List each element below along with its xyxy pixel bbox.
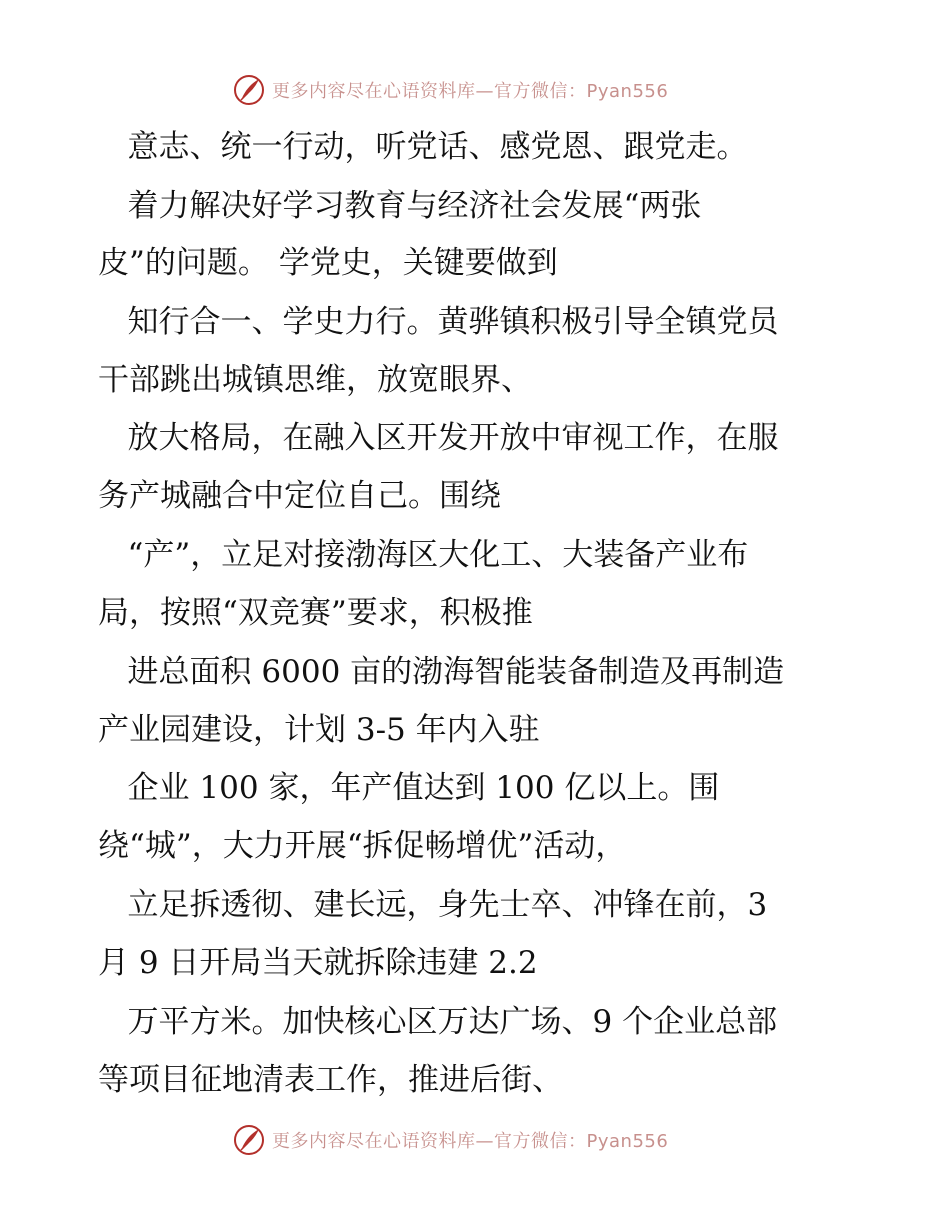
feather-pen-logo-icon [232,73,266,107]
footer-watermark [232,1123,668,1157]
text-line: 局，按照“双竞赛”要求，积极推 [98,595,533,631]
watermark-text: 更多内容尽在心语资料库—官方微信：Pyan556 [272,1131,669,1152]
text-line: 进总面积 6000 亩的渤海智能装备制造及再制造 [98,654,785,690]
text-line: 等项目征地清表工作，推进后街、 [98,1062,563,1098]
text-line: 皮”的问题。 学党史，关键要做到 [98,245,558,281]
header-watermark [232,73,668,107]
text-line: 着力解决好学习教育与经济社会发展“两张 [98,188,702,224]
text-line: 干部跳出城镇思维，放宽眼界、 [98,362,532,398]
feather-pen-logo-icon [232,1123,266,1157]
text-line: 知行合一、学史力行。黄骅镇积极引导全镇党员 [98,304,779,340]
text-line: 放大格局，在融入区开发开放中审视工作，在服 [98,420,779,456]
watermark-text: 更多内容尽在心语资料库—官方微信：Pyan556 [272,81,669,102]
text-line: 月 9 日开局当天就拆除违建 2.2 [98,945,538,981]
text-line: 万平方米。加快核心区万达广场、9 个企业总部 [98,1004,778,1040]
text-line: 绕“城”，大力开展“拆促畅增优”活动， [98,828,627,864]
text-line: 立足拆透彻、建长远，身先士卒、冲锋在前，3 [98,887,768,923]
text-line: 产业园建设，计划 3-5 年内入驻 [98,712,540,748]
text-line: 意志、统一行动，听党话、感党恩、跟党走。 [98,129,748,165]
text-line: 务产城融合中定位自己。围绕 [98,478,501,514]
text-line: 企业 100 家，年产值达到 100 亿以上。围 [98,770,720,806]
text-line: “产”，立足对接渤海区大化工、大装备产业布 [98,537,749,573]
